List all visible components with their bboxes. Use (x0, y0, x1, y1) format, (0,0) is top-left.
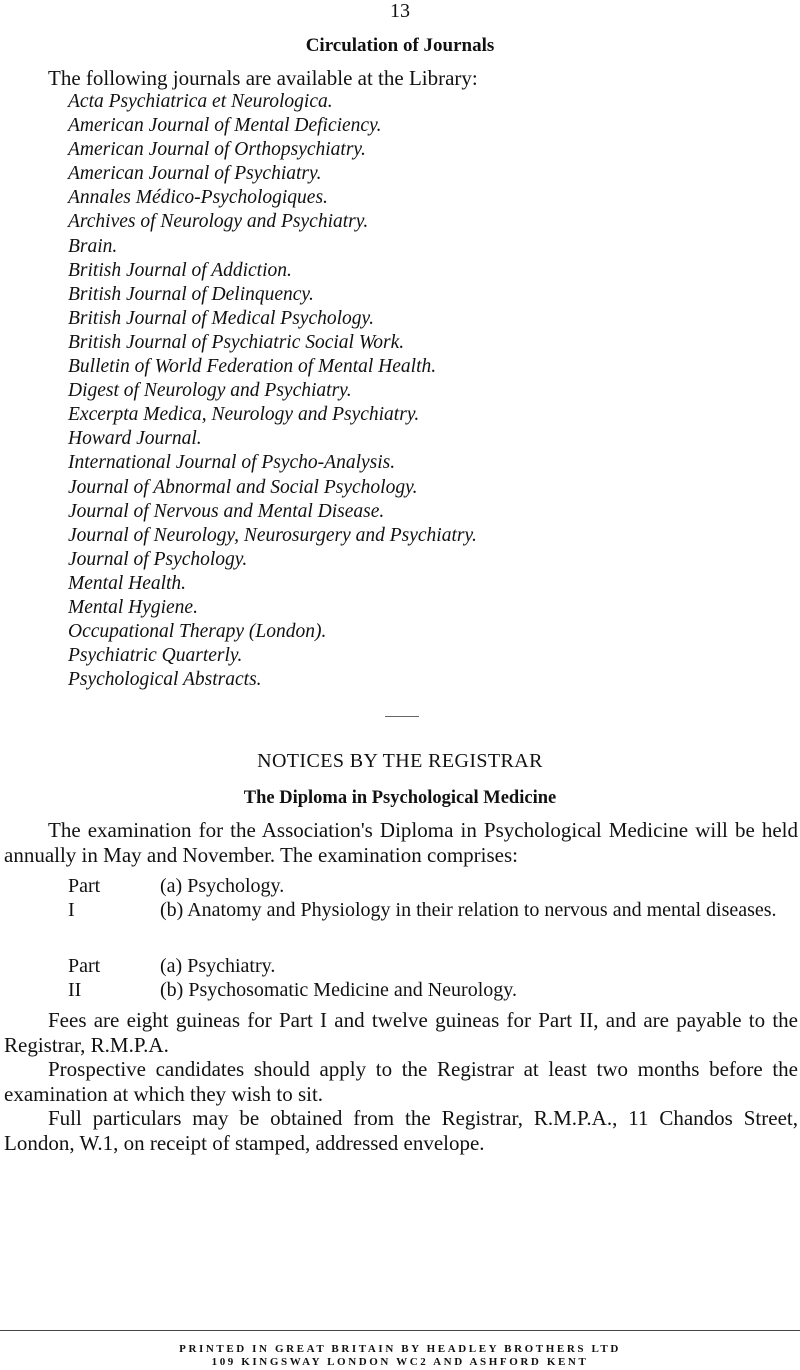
part-2-item-b: (b) Psychosomatic Medicine and Neurology. (160, 979, 517, 1001)
circulation-intro: The following journals are available at the Library: (48, 66, 478, 90)
journal-item: Annales Médico-Psychologiques. (68, 187, 328, 209)
journal-item: Excerpta Medica, Neurology and Psychiatry. (68, 404, 420, 426)
journal-item: American Journal of Orthopsychiatry. (68, 139, 366, 161)
notices-title: NOTICES BY THE REGISTRAR (257, 750, 543, 772)
journal-item: Bulletin of World Federation of Mental Health. (68, 356, 437, 378)
journal-item: Occupational Therapy (London). (68, 621, 327, 643)
journal-item: British Journal of Medical Psychology. (68, 307, 374, 329)
journal-item: Journal of Neurology, Neurosurgery and Psychiatry. (68, 524, 477, 546)
part-2-label: Part II (68, 955, 101, 1001)
circulation-heading: Circulation of Journals (305, 35, 495, 56)
journal-item: Psychiatric Quarterly. (68, 645, 243, 667)
journal-item: Digest of Neurology and Psychiatry. (68, 380, 352, 402)
journal-item: British Journal of Delinquency. (68, 283, 314, 305)
journal-item: Mental Hygiene. (68, 596, 198, 618)
section-divider (385, 716, 419, 717)
journal-item: British Journal of Addiction. (68, 259, 292, 281)
journal-item: Archives of Neurology and Psychiatry. (68, 211, 369, 233)
part-2-item-a: (a) Psychiatry. (160, 955, 276, 977)
prospective-paragraph: Prospective candidates should apply to the Registrar at least two months before the examination at which they wish to sit. (4, 1057, 798, 1106)
journal-item: Journal of Psychology. (68, 548, 248, 570)
journal-item: Acta Psychiatrica et Neurologica. (68, 91, 333, 112)
part-1-item-b: (b) Anatomy and Physiology in their relation to nervous and mental diseases. (160, 899, 777, 921)
journal-item: American Journal of Psychiatry. (68, 163, 322, 185)
part-1-label: Part I (68, 875, 101, 921)
diploma-heading: The Diploma in Psychological Medicine (243, 788, 557, 808)
journal-item: American Journal of Mental Deficiency. (68, 115, 382, 137)
footer-rule (0, 1330, 800, 1331)
journal-item: Brain. (68, 235, 118, 257)
journal-item: Psychological Abstracts. (68, 669, 262, 691)
journal-item: Journal of Nervous and Mental Disease. (68, 500, 385, 522)
printer-line-1: PRINTED IN GREAT BRITAIN BY HEADLEY BROTHERS LTD (179, 1343, 621, 1355)
printer-line-2: 109 KINGSWAY LONDON WC2 AND ASHFORD KENT (211, 1356, 589, 1368)
particulars-paragraph: Full particulars may be obtained from the Registrar, R.M.P.A., 11 Chandos Street, London, W.1, on receipt of stamped, addressed envelope. (4, 1106, 798, 1155)
journal-item: International Journal of Psycho-Analysis. (68, 452, 396, 474)
journal-list (68, 90, 477, 692)
journal-item: Journal of Abnormal and Social Psychology. (68, 476, 418, 498)
journal-item: Mental Health. (68, 572, 187, 594)
page-number: 13 (390, 0, 410, 22)
journal-item: Howard Journal. (68, 428, 202, 450)
part-1-item-a: (a) Psychology. (160, 875, 285, 897)
exam-intro-paragraph: The examination for the Association's Diploma in Psychological Medicine will be held annually in May and November. The examination comprises: (4, 818, 798, 867)
fees-paragraph: Fees are eight guineas for Part I and twelve guineas for Part II, and are payable to the Registrar, R.M.P.A. (4, 1008, 798, 1057)
journal-item: British Journal of Psychiatric Social Work. (68, 331, 405, 353)
